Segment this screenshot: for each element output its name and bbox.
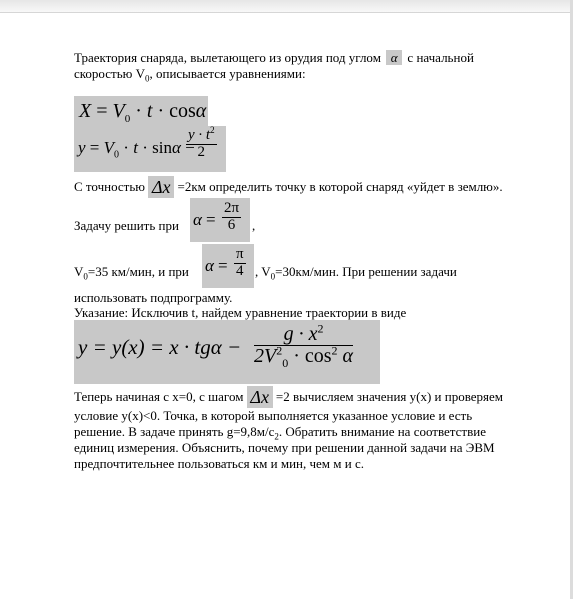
eq1-v: V (112, 100, 125, 122)
step-text: Теперь начиная с x=0, с шагом (74, 389, 244, 404)
den-sub: 0 (282, 356, 289, 370)
units-text: . Обратить внимание на соответствие (278, 424, 486, 439)
equation-x (74, 96, 208, 126)
eq2-denominator: 2 (197, 143, 206, 160)
paragraph-step-line4: единиц измерения. Объяснить, почему при решении данной задачи на ЭВМ (74, 440, 495, 455)
intro-text: Траектория снаряда, вылетающего из орудия под углом (74, 50, 381, 65)
v0-subscript: 0 (144, 73, 150, 84)
trajectory-numerator (254, 321, 353, 346)
den-alpha: α (342, 345, 354, 367)
v0-second-prefix: , V (255, 264, 271, 279)
fraction-numerator: π (236, 246, 244, 262)
den-cos: · cos (293, 345, 332, 367)
paragraph-step-line5: предпочтительнее пользоваться км и мин, чем м и с. (74, 456, 364, 471)
paragraph-subroutine: использовать подпрограмму. (74, 290, 233, 305)
eq2-minus: − (185, 138, 195, 157)
alpha-var: α (205, 256, 214, 275)
intro-text-end: с начальной (407, 50, 474, 65)
g-unit-sub: 2 (274, 431, 279, 442)
fraction-denominator: 4 (236, 262, 244, 279)
intro-line2-text: скоростью V (74, 66, 145, 81)
paragraph-precision (74, 176, 503, 198)
solve-at-text: Задачу решить при (74, 218, 179, 233)
intro-line2-end: , описывается уравнениями: (149, 66, 306, 81)
v0-second (255, 264, 457, 282)
eq1-x: X (79, 100, 92, 122)
den-2v: 2V (254, 345, 277, 367)
eq1-dot2: · (157, 100, 165, 122)
equals-sign: = (218, 256, 228, 275)
eq2-dot1: · (123, 138, 129, 157)
alpha-symbol: α (386, 50, 402, 65)
delta-x-symbol: Δx (247, 386, 273, 408)
eq1-cos: cos (169, 100, 196, 122)
fraction-numerator: 2π (224, 200, 240, 216)
eq2-numerator (186, 125, 217, 145)
eq2-equals: = (89, 138, 100, 157)
window-top-bar (0, 0, 573, 13)
eq2-num-exp: 2 (210, 125, 215, 135)
trajectory-fraction (254, 321, 354, 370)
eq1-dot1: · (135, 100, 142, 122)
eq2-y: y (78, 138, 86, 157)
paragraph-intro-line2 (74, 66, 306, 84)
precision-text: С точностью (74, 179, 146, 194)
equals-sign: = (206, 210, 216, 229)
v-letter: V (74, 264, 84, 279)
v-sub: 0 (83, 271, 88, 282)
equation-trajectory (74, 320, 380, 384)
alpha-var: α (193, 210, 202, 229)
v0-first (74, 264, 189, 282)
v0-second-text: =30км/мин. При решении задачи (275, 264, 457, 279)
den-sup: 2 (276, 343, 283, 358)
fraction-denominator: 6 (227, 216, 236, 233)
eq2-num-text: y · t (188, 127, 211, 143)
eq1-alpha: α (195, 100, 207, 122)
eq2-fraction (186, 125, 217, 161)
eq1-v-sub: 0 (124, 113, 131, 125)
eq2-v-sub: 0 (114, 149, 120, 161)
eq1-equals: = (96, 100, 108, 122)
paragraph-hint: Указание: Исключив t, найдем уравнение траектории в виде (74, 305, 407, 320)
paragraph-step-line3 (74, 424, 486, 442)
precision-text-end: =2км определить точку в которой снаряд «уйдет в землю». (177, 179, 503, 194)
v0-first-text: =35 км/мин, и при (87, 264, 189, 279)
eq2-dot2: · (142, 138, 148, 157)
fraction-pi-4 (234, 247, 246, 280)
eq1-t: t (146, 100, 153, 122)
trajectory-lhs: y = y(x) = x · tgα − (78, 335, 242, 359)
paragraph-intro-line1 (74, 50, 474, 65)
eq2-v: V (103, 138, 115, 157)
eq2-alpha: α (171, 138, 181, 157)
alpha-2pi-6-formula (190, 198, 250, 242)
equation-y (74, 126, 226, 172)
alpha-pi-4-formula (202, 244, 254, 288)
step-text-end: =2 вычисляем значения y(x) и проверяем (275, 389, 504, 404)
delta-x-symbol: Δx (148, 176, 174, 198)
trajectory-denominator (254, 343, 354, 370)
eq2-t: t (133, 138, 138, 157)
comma: , (252, 218, 256, 233)
num-text: g · x (283, 323, 318, 345)
eq2-sin: sin (152, 138, 172, 157)
den-exp: 2 (331, 343, 338, 358)
v-sub: 0 (270, 271, 276, 282)
g-text: решение. В задаче принять g=9,8м/с (74, 424, 275, 439)
paragraph-step-line2: условие y(x)<0. Точка, в которой выполняется указанное условие и есть (74, 408, 473, 423)
paragraph-v0-values (74, 244, 554, 288)
fraction-2pi-6 (222, 201, 241, 234)
paragraph-step-line1 (74, 386, 503, 408)
num-exp: 2 (317, 321, 324, 336)
